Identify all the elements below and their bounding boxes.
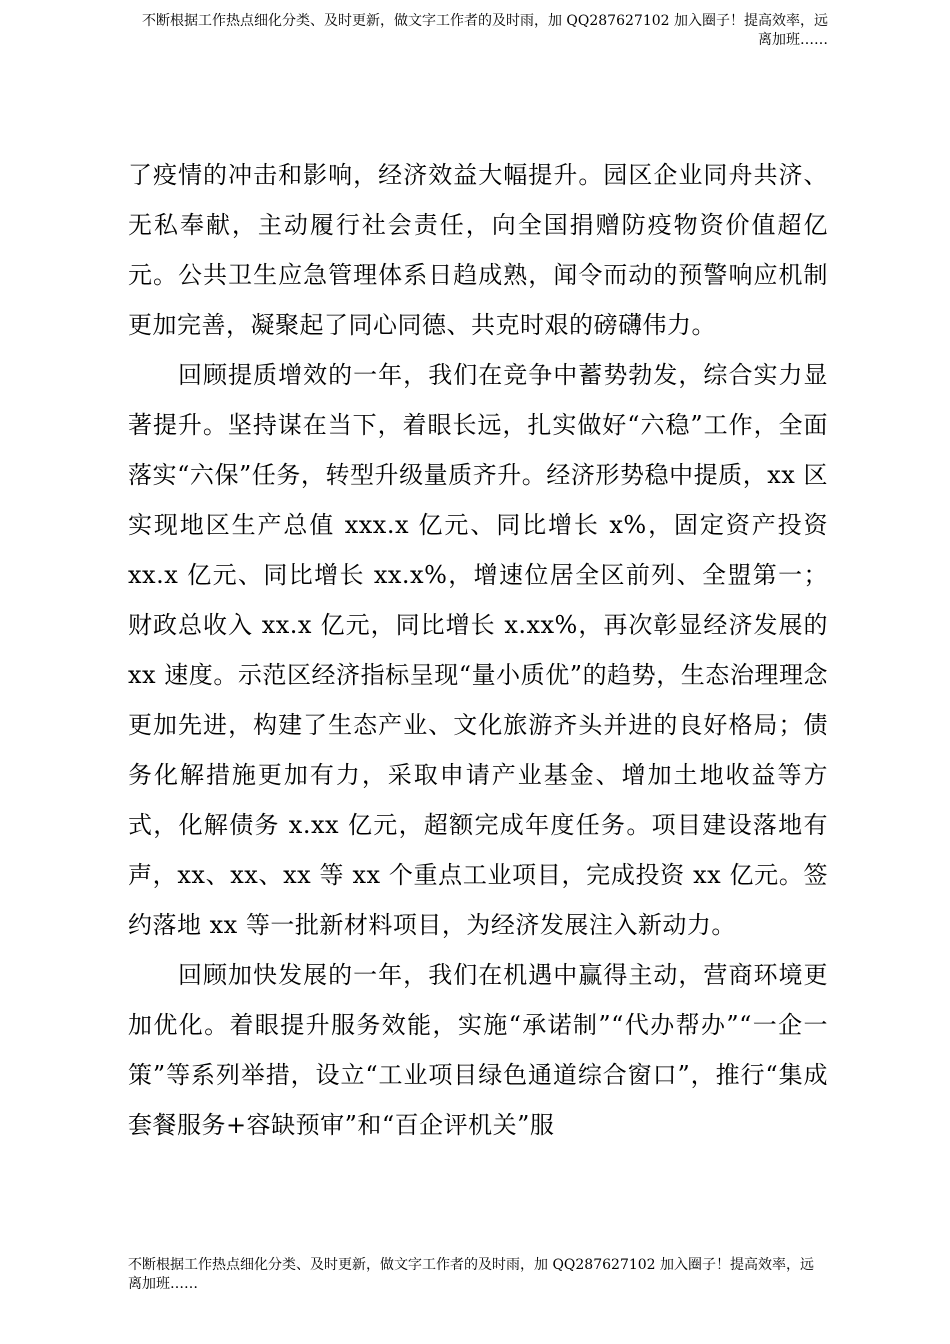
paragraph-quality-efficiency: 回顾提质增效的一年，我们在竞争中蓄势勃发，综合实力显著提升。坚持谋在当下，着眼长远，扎实做好“六稳”工作，全面落实“六保”任务，转型升级量质齐升。经济形势稳中提质，xx 区实现地区生产总值 xxx.x 亿元、同比增长 x%，固定资产投资 xx.x 亿元、同比增长 xx.x%，增速位居全区前列、全盟第一；财政总收入 xx.x 亿元，同比增长 x.xx%，再次彰显经济发展的 xx 速度。示范区经济指标呈现“量小质优”的趋势，生态治理理念更加先进，构建了生态产业、文化旅游齐头并进的良好格局；债务化解措施更加有力，采取申请产业基金、增加土地收益等方式，化解债务 x.xx 亿元，超额完成年度任务。项目建设落地有声，xx、xx、xx 等 xx 个重点工业项目，完成投资 xx 亿元。签约落地 xx 等一批新材料项目，为经济发展注入新动力。: [128, 361, 828, 939]
paragraph-accelerated-development: 回顾加快发展的一年，我们在机遇中赢得主动，营商环境更加优化。着眼提升服务效能，实施“承诺制”“代办帮办”“一企一策”等系列举措，设立“工业项目绿色通道综合窗口”，推行“集成套餐服务+容缺预审”和“百企评机关”服: [128, 961, 828, 1139]
page-footer: 不断根据工作热点细化分类、及时更新，做文字工作者的及时雨，加 QQ287627102 加入圈子！提高效率，远离加班……: [128, 1257, 815, 1292]
paragraph-continuation: 了疫情的冲击和影响，经济效益大幅提升。园区企业同舟共济、无私奉献，主动履行社会责任，向全国捐赠防疫物资价值超亿元。公共卫生应急管理体系日趋成熟，闻令而动的预警响应机制更加完善，凝聚起了同心同德、共克时艰的磅礴伟力。: [128, 161, 828, 339]
document-body: [128, 150, 828, 1150]
page-header: 不断根据工作热点细化分类、及时更新，做文字工作者的及时雨，加 QQ287627102 加入圈子！提高效率，远离加班……: [141, 13, 828, 48]
